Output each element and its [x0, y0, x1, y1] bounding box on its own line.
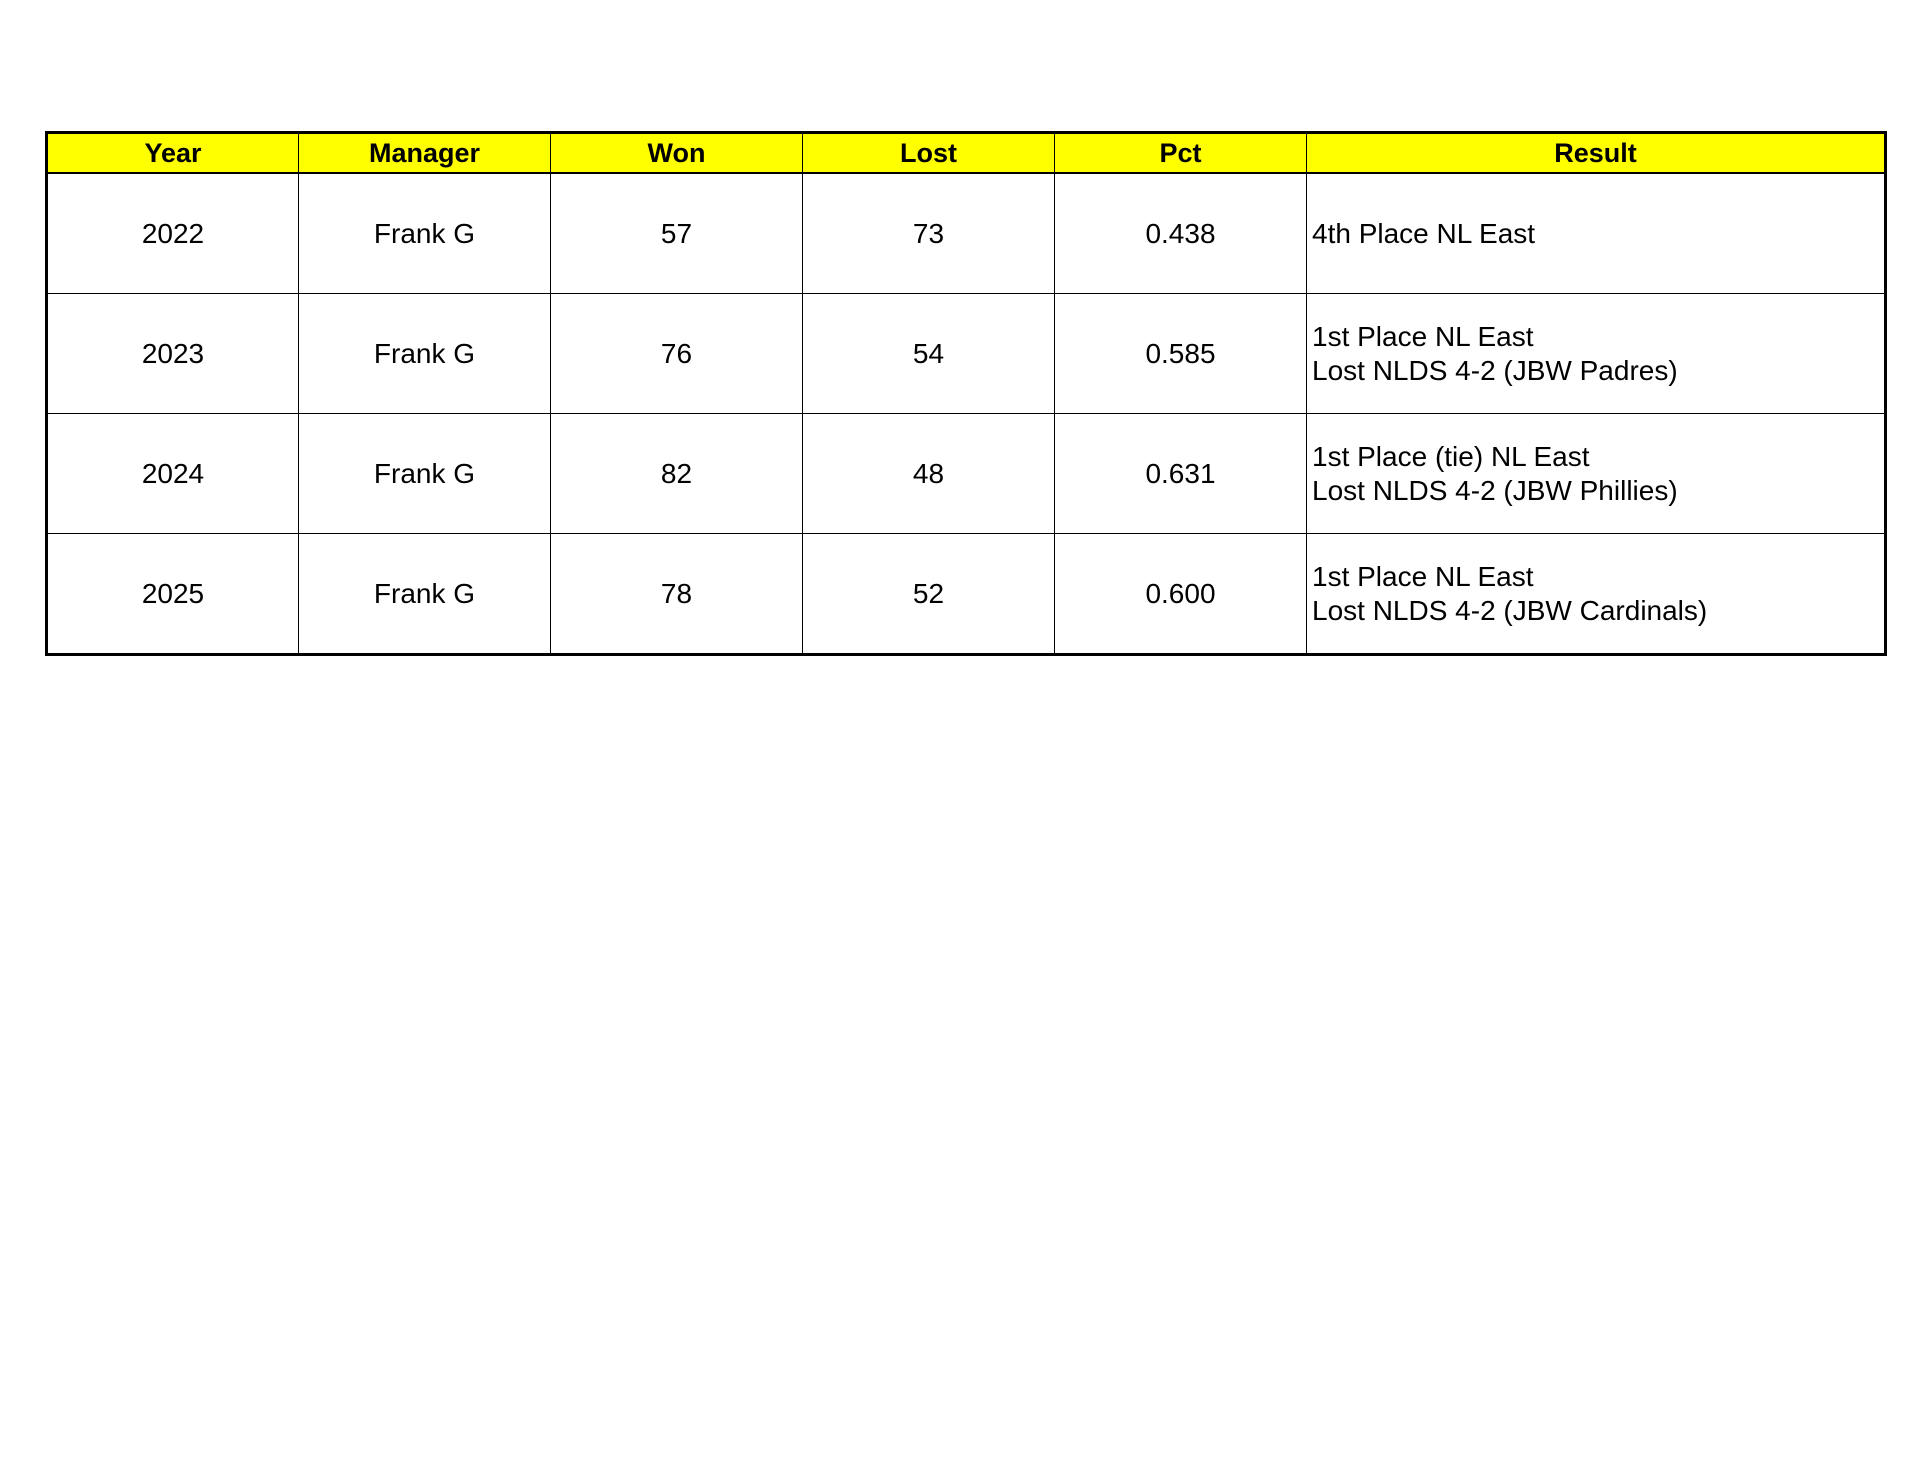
- result-line: Lost NLDS 4-2 (JBW Phillies): [1312, 474, 1678, 506]
- year-cell: 2025: [47, 534, 299, 655]
- result-cell: [1307, 534, 1886, 655]
- table-row: [47, 294, 1886, 414]
- result-cell: [1307, 294, 1886, 414]
- manager-cell: Frank G: [299, 414, 551, 534]
- table-row: [47, 173, 1886, 294]
- pct-cell: 0.600: [1055, 534, 1307, 655]
- won-cell: 57: [551, 173, 803, 294]
- year-cell: 2022: [47, 173, 299, 294]
- result-line: Lost NLDS 4-2 (JBW Cardinals): [1312, 594, 1708, 626]
- header-year: Year: [47, 133, 299, 174]
- result-line: 1st Place NL East: [1312, 560, 1534, 592]
- year-cell: 2024: [47, 414, 299, 534]
- header-result: Result: [1307, 133, 1886, 174]
- won-cell: 76: [551, 294, 803, 414]
- result-line: Lost NLDS 4-2 (JBW Padres): [1312, 354, 1678, 386]
- won-cell: 78: [551, 534, 803, 655]
- record-sheet: [45, 131, 1887, 656]
- lost-cell: 48: [803, 414, 1055, 534]
- result-cell: [1307, 414, 1886, 534]
- table-row: [47, 534, 1886, 655]
- header-manager: Manager: [299, 133, 551, 174]
- header-lost: Lost: [803, 133, 1055, 174]
- pct-cell: 0.438: [1055, 173, 1307, 294]
- manager-cell: Frank G: [299, 294, 551, 414]
- result-cell: [1307, 173, 1886, 294]
- table-row: [47, 414, 1886, 534]
- won-cell: 82: [551, 414, 803, 534]
- manager-cell: Frank G: [299, 534, 551, 655]
- lost-cell: 54: [803, 294, 1055, 414]
- manager-cell: Frank G: [299, 173, 551, 294]
- result-line: 1st Place NL East: [1312, 320, 1534, 352]
- result-line: 1st Place (tie) NL East: [1312, 440, 1590, 472]
- header-row: [47, 133, 1886, 174]
- result-line: 4th Place NL East: [1312, 217, 1536, 249]
- season-record-table: [45, 131, 1887, 656]
- header-won: Won: [551, 133, 803, 174]
- header-pct: Pct: [1055, 133, 1307, 174]
- pct-cell: 0.631: [1055, 414, 1307, 534]
- pct-cell: 0.585: [1055, 294, 1307, 414]
- year-cell: 2023: [47, 294, 299, 414]
- lost-cell: 52: [803, 534, 1055, 655]
- lost-cell: 73: [803, 173, 1055, 294]
